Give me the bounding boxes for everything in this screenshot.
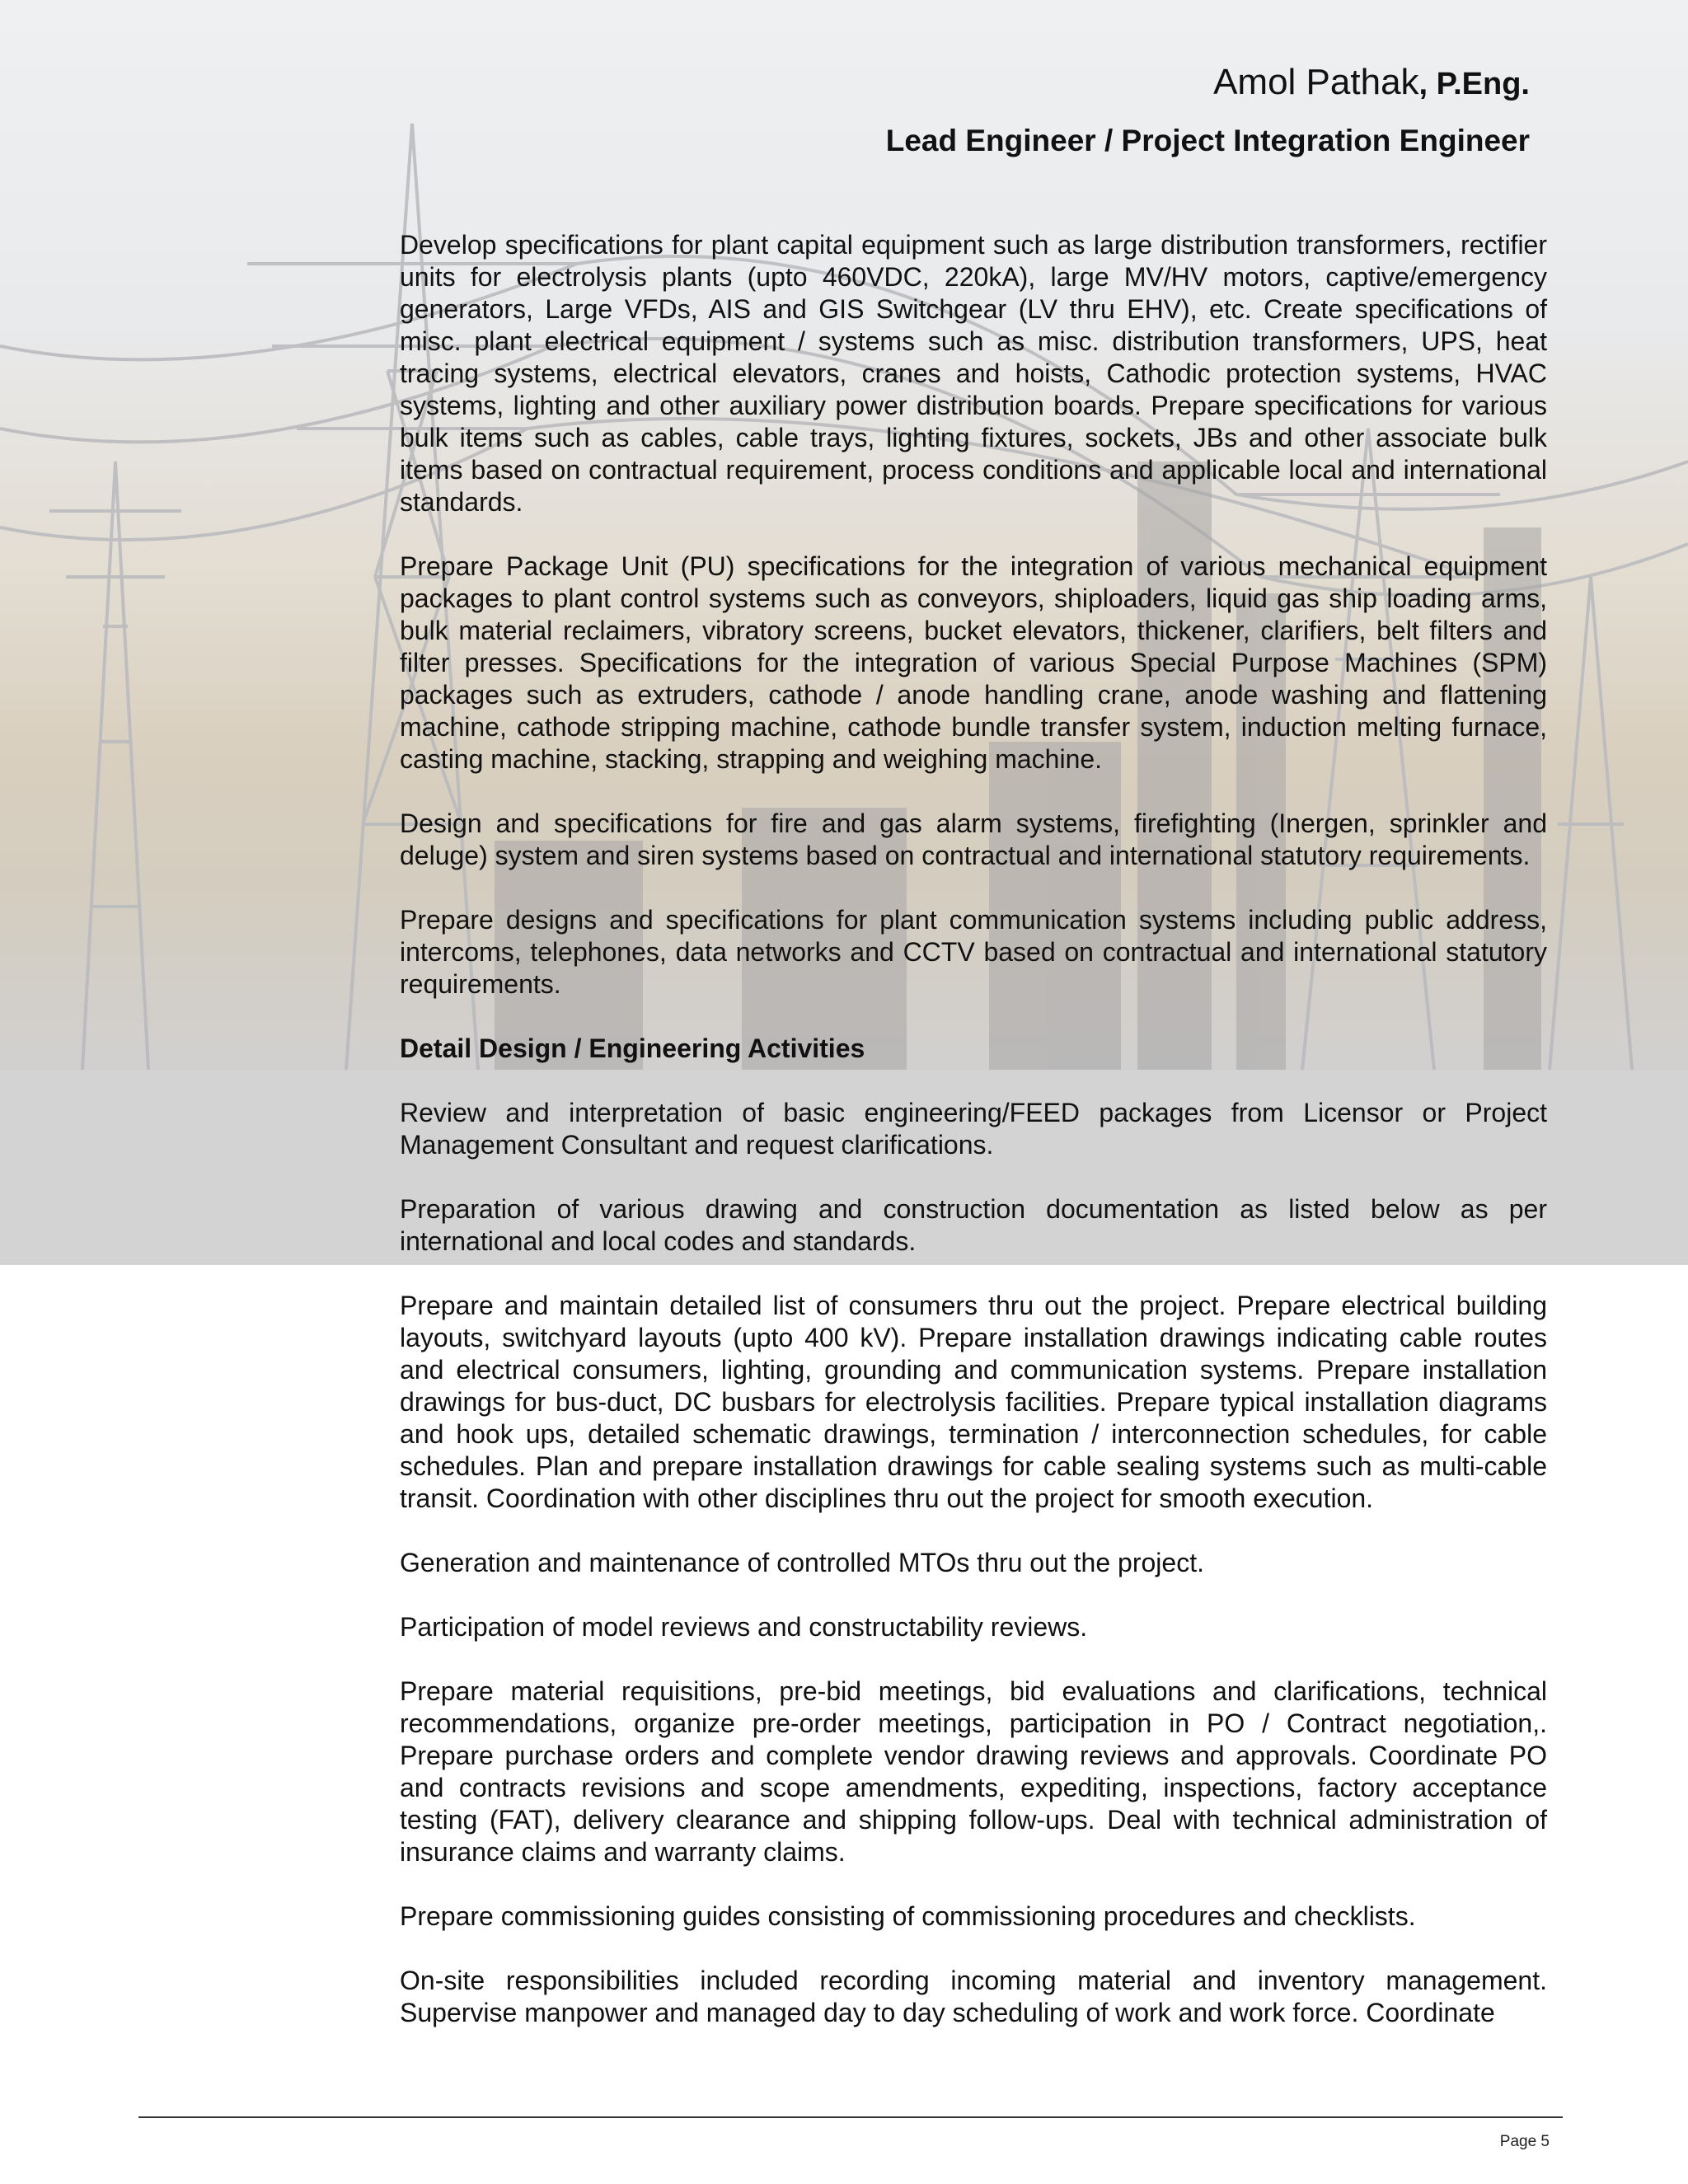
credential: , P.Eng. <box>1418 67 1530 101</box>
job-title: Lead Engineer / Project Integration Engineer <box>885 124 1530 157</box>
paragraph-communication-systems: Prepare designs and specifications for plant communication systems including public address, intercoms, telephones, data networks and CCTV based on contractual and international statutory requirements. <box>400 905 1547 999</box>
candidate-name: Amol Pathak <box>1213 62 1419 102</box>
paragraph-equipment-specs: Develop specifications for plant capital equipment such as large distribution transformers, rectifier units for electrolysis plants (upto 460VDC, 220kA), large MV/HV motors, captive/emergency generators, Large VFDs, AIS and GIS Switchgear (LV thru EHV), etc. Create specifications of misc. plant electrical equipment / systems such as misc. distribution transformers, UPS, heat tracing systems, electrical elevators, cranes and hoists, Cathodic protection systems, HVAC systems, lighting and other auxiliary power distribution boards. Prepare specifications for various bulk items such as cables, cable trays, lighting fixtures, sockets, JBs and other associate bulk items based on contractual requirement, process conditions and applicable local and international standards. <box>400 230 1547 517</box>
paragraph-package-unit-specs: Prepare Package Unit (PU) specifications for the integration of various mechanical equipment packages to plant control systems such as conveyors, shiploaders, liquid gas ship loading arms, bulk material reclaimers, vibratory screens, bucket elevators, thickener, clarifiers, belt filters and filter presses. Specifications for the integration of various Special Purpose Machines (SPM) packages such as extruders, cathode / anode handling crane, anode washing and flattening machine, cathode stripping machine, cathode bundle transfer system, induction melting furnace, casting machine, stacking, strapping and weighing machine. <box>400 551 1547 774</box>
paragraph-onsite: On-site responsibilities included recording incoming material and inventory management. Supervise manpower and managed day to day scheduling of work and work force. Coordinate <box>400 1966 1547 2027</box>
page-number: Page 5 <box>1499 2133 1550 2150</box>
paragraph-feed-review: Review and interpretation of basic engineering/FEED packages from Licensor or Project Management Consultant and request clarifications. <box>400 1098 1547 1160</box>
paragraph-consumer-list: Prepare and maintain detailed list of consumers thru out the project. Prepare electrical building layouts, switchyard layouts (upto 400 kV). Prepare installation drawings indicating cable routes and electrical consumers, lighting, grounding and communication systems. Prepare installation drawings for bus-duct, DC busbars for electrolysis facilities. Prepare typical installation diagrams and hook ups, detailed schematic drawings, termination / interconnection schedules, for cable schedules. Plan and prepare installation drawings for cable sealing systems such as multi-cable transit. Coordination with other disciplines thru out the project for smooth execution. <box>400 1291 1547 1513</box>
paragraph-commissioning: Prepare commissioning guides consisting of commissioning procedures and checklists. <box>400 1901 1416 1931</box>
candidate-name-line <box>886 61 1530 105</box>
resume-body <box>400 229 1547 2061</box>
section-heading: Detail Design / Engineering Activities <box>400 1033 865 1063</box>
paragraph-model-reviews: Participation of model reviews and constructability reviews. <box>400 1612 1088 1642</box>
resume-header <box>886 61 1530 160</box>
paragraph-fire-gas-systems: Design and specifications for fire and gas alarm systems, firefighting (Inergen, sprinkler and deluge) system and siren systems based on contractual and international statutory requirements. <box>400 808 1547 870</box>
paragraph-requisitions: Prepare material requisitions, pre-bid meetings, bid evaluations and clarifications, technical recommendations, organize pre-order meetings, participation in PO / Contract negotiation,. Prepare purchase orders and complete vendor drawing reviews and approvals. Coordinate PO and contracts revisions and scope amendments, expediting, inspections, factory acceptance testing (FAT), delivery clearance and shipping follow-ups. Deal with technical administration of insurance claims and warranty claims. <box>400 1676 1547 1867</box>
paragraph-drawing-documentation: Preparation of various drawing and construction documentation as listed below as per international and local codes and standards. <box>400 1194 1547 1256</box>
paragraph-mto: Generation and maintenance of controlled MTOs thru out the project. <box>400 1548 1204 1577</box>
footer-divider <box>138 2116 1563 2118</box>
